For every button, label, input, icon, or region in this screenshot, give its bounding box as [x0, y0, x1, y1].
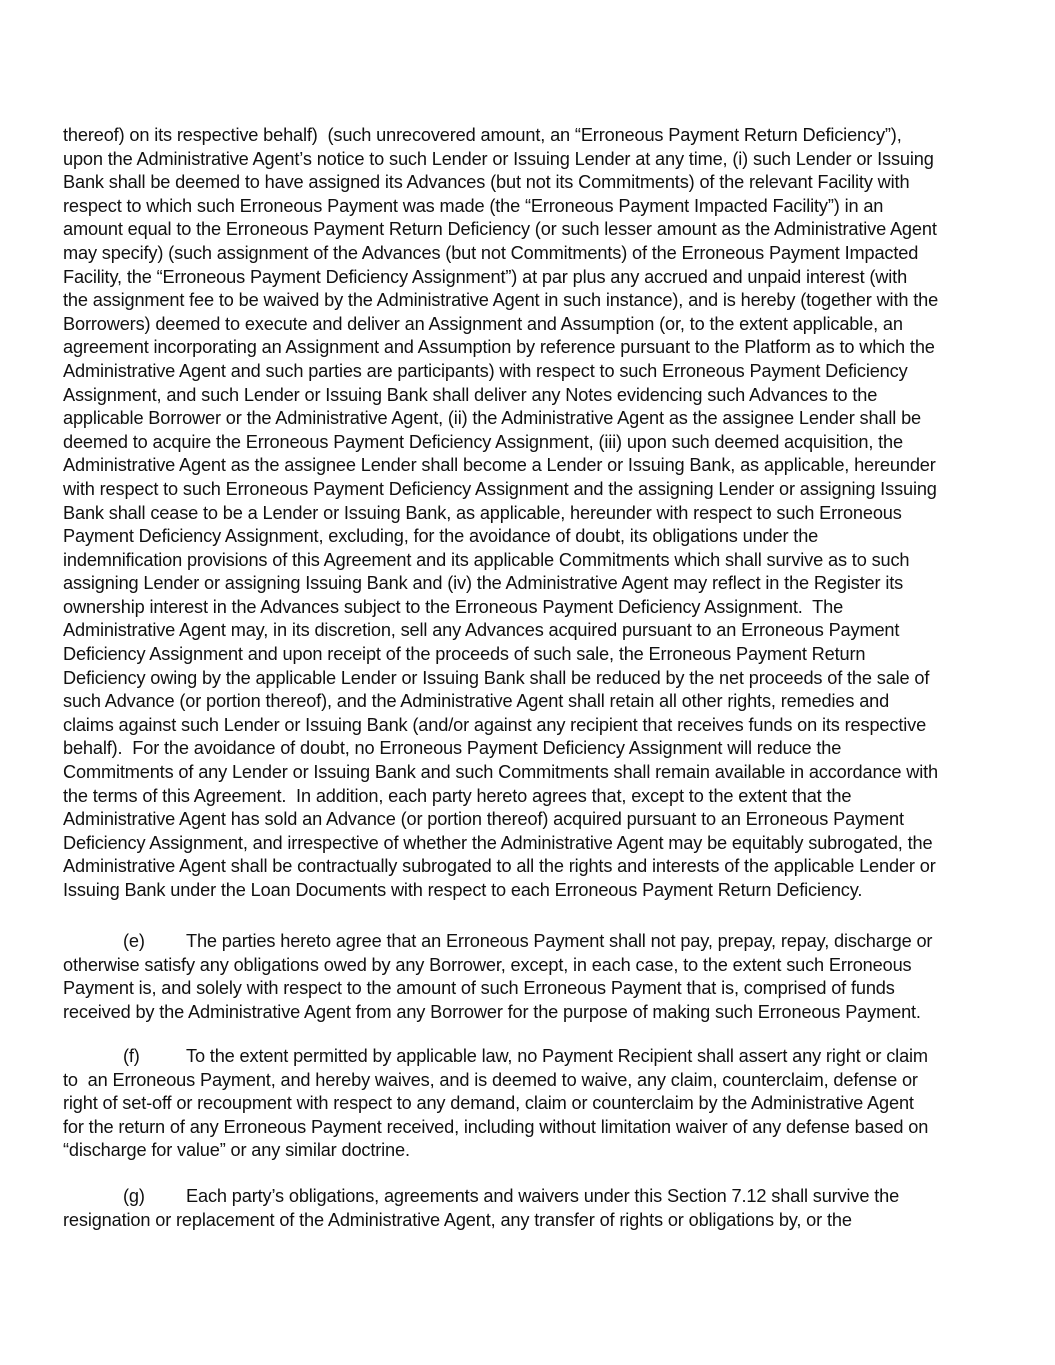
- continued-paragraph-line: Administrative Agent may, in its discretion, sell any Advances acquired pursuant to an Erroneous Payment: [63, 620, 900, 641]
- continued-paragraph-line: Administrative Agent has sold an Advance (or portion thereof) acquired pursuant to an Erroneous Payment: [63, 809, 904, 830]
- continued-paragraph-line: such Advance (or portion thereof), and the Administrative Agent shall retain all other rights, remedies and: [63, 691, 890, 712]
- continued-paragraph-line: indemnification provisions of this Agreement and its applicable Commitments which shall survive as to such: [63, 549, 910, 570]
- continued-paragraph-line: Bank shall cease to be a Lender or Issuing Bank, as applicable, hereunder with respect to such Erroneous: [63, 502, 902, 523]
- paragraph-f: [63, 1045, 993, 1163]
- continued-paragraph-line: Deficiency owing by the applicable Lender or Issuing Bank shall be reduced by the net proceeds of the sale of: [63, 667, 930, 688]
- continued-paragraph: [63, 124, 993, 903]
- continued-paragraph-line: respect to which such Erroneous Payment was made (the “Erroneous Payment Impacted Facility”) in an: [63, 195, 884, 216]
- continued-paragraph-line: amount equal to the Erroneous Payment Return Deficiency (or such lesser amount as the Administrative Agent: [63, 219, 937, 240]
- paragraph-f-text: (f) To the extent permitted by applicable law, no Payment Recipient shall assert any right or claim to an Erroneous Payment, and hereby waives, and is deemed to waive, any claim, counterclaim, defense or right of set-off or recoupment with respect to any demand, claim or counterclaim by the Administrative Agent for the return of any Erroneous Payment received, including without limitation waiver of any defense based on “discharge for value” or any similar doctrine.: [63, 1045, 993, 1163]
- paragraph-f-marker: (f): [123, 1046, 140, 1066]
- continued-paragraph-line: deemed to acquire the Erroneous Payment Deficiency Assignment, (iii) upon such deemed acquisition, the: [63, 431, 903, 452]
- continued-paragraph-line: Bank shall be deemed to have assigned its Advances (but not its Commitments) of the relevant Facility with: [63, 172, 910, 193]
- continued-paragraph-line: upon the Administrative Agent’s notice to such Lender or Issuing Lender at any time, (i) such Lender or Issuing: [63, 148, 934, 169]
- continued-paragraph-line: the assignment fee to be waived by the Administrative Agent in such instance), and is hereby (together with the: [63, 290, 939, 311]
- continued-paragraph-line: ownership interest in the Advances subject to the Erroneous Payment Deficiency Assignment. The: [63, 596, 844, 617]
- continued-paragraph-line: the terms of this Agreement. In addition, each party hereto agrees that, except to the extent that the: [63, 785, 852, 806]
- paragraph-g-first-line: (g) Each party’s obligations, agreements and waivers under this Section 7.12 shall survive the: [63, 1185, 993, 1209]
- paragraph-e-first-line: (e) The parties hereto agree that an Erroneous Payment shall not pay, prepay, repay, discharge or: [63, 930, 993, 954]
- continued-paragraph-line: Borrowers) deemed to execute and deliver an Assignment and Assumption (or, to the extent applicable, an: [63, 313, 903, 334]
- continued-paragraph-line: agreement incorporating an Assignment and Assumption by reference pursuant to the Platform as to which the: [63, 337, 935, 358]
- continued-paragraph-line: Commitments of any Lender or Issuing Bank and such Commitments shall remain available in accordance with: [63, 762, 938, 783]
- continued-paragraph-line: Administrative Agent shall be contractually subrogated to all the rights and interests of the applicable Lender or: [63, 856, 936, 877]
- paragraph-g-marker: (g): [123, 1186, 145, 1206]
- continued-paragraph-line: claims against such Lender or Issuing Bank (and/or against any recipient that receives funds on its respective: [63, 714, 927, 735]
- continued-paragraph-line: Issuing Bank under the Loan Documents with respect to each Erroneous Payment Return Deficiency.: [63, 880, 863, 900]
- paragraph-g: [63, 1185, 993, 1232]
- continued-paragraph-line: may specify) (such assignment of the Advances (but not Commitments) of the Erroneous Payment Impacted: [63, 242, 919, 263]
- continued-paragraph-line: assigning Lender or assigning Issuing Bank and (iv) the Administrative Agent may reflect in the Register its: [63, 573, 904, 594]
- continued-paragraph-line: Administrative Agent and such parties are participants) with respect to such Erroneous Payment Deficiency: [63, 360, 908, 381]
- continued-paragraph-line: applicable Borrower or the Administrative Agent, (ii) the Administrative Agent as the assignee Lender shall be: [63, 408, 921, 429]
- paragraph-e-marker: (e): [123, 931, 145, 951]
- continued-paragraph-line: Payment Deficiency Assignment, excluding, for the avoidance of doubt, its obligations under the: [63, 526, 819, 547]
- continued-paragraph-line: behalf). For the avoidance of doubt, no Erroneous Payment Deficiency Assignment will reduce the: [63, 738, 842, 759]
- continued-paragraph-line: Facility, the “Erroneous Payment Deficiency Assignment”) at par plus any accrued and unpaid interest (with: [63, 266, 908, 287]
- continued-paragraph-line: Assignment, and such Lender or Issuing Bank shall deliver any Notes evidencing such Advances to the: [63, 384, 878, 405]
- paragraph-e-text: (e) The parties hereto agree that an Erroneous Payment shall not pay, prepay, repay, discharge or otherwise satisfy any obligations owed by any Borrower, except, in each case, to the extent such Erroneous Payment is, and solely with respect to the amount of such Erroneous Payment that is, comprised of funds received by the Administrative Agent from any Borrower for the purpose of making such Erroneous Payment.: [63, 930, 993, 1024]
- continued-paragraph-line: Deficiency Assignment and upon receipt of the proceeds of such sale, the Erroneous Payment Return: [63, 644, 866, 665]
- continued-paragraph-text: [63, 124, 993, 903]
- paragraph-f-first-line: (f) To the extent permitted by applicable law, no Payment Recipient shall assert any right or claim: [63, 1045, 993, 1069]
- paragraph-g-text: (g) Each party’s obligations, agreements and waivers under this Section 7.12 shall survive the resignation or replacement of the Administrative Agent, any transfer of rights or obligations by, or the: [63, 1185, 993, 1232]
- continued-paragraph-line: Deficiency Assignment, and irrespective of whether the Administrative Agent may be equitably subrogated, the: [63, 832, 933, 853]
- continued-paragraph-line: Administrative Agent as the assignee Lender shall become a Lender or Issuing Bank, as applicable, hereunder: [63, 455, 936, 476]
- continued-paragraph-line: thereof) on its respective behalf) (such unrecovered amount, an “Erroneous Payment Return Deficiency”),: [63, 125, 902, 145]
- continued-paragraph-line: with respect to such Erroneous Payment Deficiency Assignment and the assigning Lender or assigning Issuing: [63, 478, 937, 499]
- paragraph-e: [63, 930, 993, 1024]
